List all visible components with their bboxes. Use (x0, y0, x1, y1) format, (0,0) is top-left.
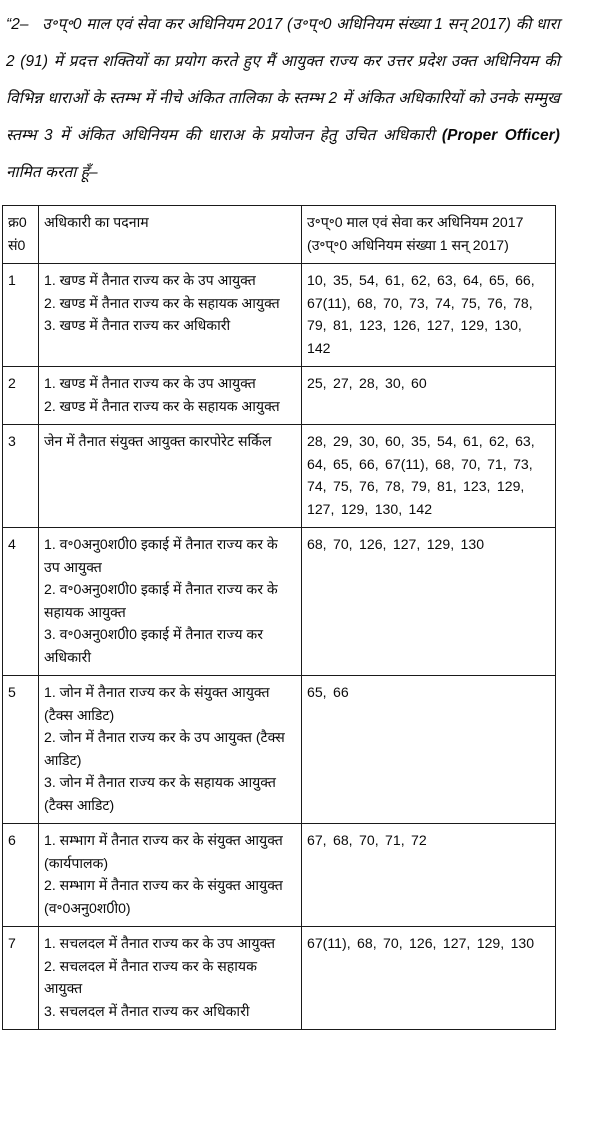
designation-line: 1. जोन में तैनात राज्य कर के संयुक्त आयुक्त (टैक्स आडिट) (44, 684, 270, 723)
row-designation (39, 927, 302, 1030)
designation-line: 1. सम्भाग में तैनात राज्य कर के संयुक्त आयुक्त (कार्यपालक) (44, 832, 283, 871)
designation-line: 1. व॰0अनु0श0ी0 इकाई में तैनात राज्य कर के उप आयुक्त (44, 536, 278, 575)
row-serial-number: 2 (3, 367, 39, 425)
table-row (3, 264, 556, 367)
table-body (3, 264, 556, 1030)
designation-line: 3. व॰0अनु0श0ी0 इकाई में तैनात राज्य कर अधिकारी (44, 626, 264, 665)
table-row (3, 824, 556, 927)
column-header-act: उ॰प्॰0 माल एवं सेवा कर अधिनियम 2017 (उ॰प्॰0 अधिनियम संख्या 1 सन् 2017) (302, 206, 556, 264)
officers-table-wrapper (0, 191, 600, 1030)
column-header-serial-line1: क्र0 (8, 214, 27, 230)
designation-line-list (44, 269, 297, 337)
designation-line-list (44, 430, 297, 453)
preamble-english-term: (Proper Officer) (441, 127, 560, 144)
column-header-serial-line2: सं0 (8, 236, 26, 253)
row-serial-number: 4 (3, 528, 39, 676)
row-designation (39, 676, 302, 824)
table-row (3, 528, 556, 676)
designation-line-list (44, 372, 297, 417)
row-serial-number: 7 (3, 927, 39, 1030)
row-sections: 68, 70, 126, 127, 129, 130 (302, 528, 556, 676)
designation-line: 2. सम्भाग में तैनात राज्य कर के संयुक्त आयुक्त (व॰0अनु0श0ी0) (44, 877, 283, 916)
table-row (3, 425, 556, 528)
row-designation (39, 824, 302, 927)
row-sections: 28, 29, 30, 60, 35, 54, 61, 62, 63, 64, 65, 66, 67(11), 68, 70, 71, 73, 74, 75, 76, 78, 79, 81, 123, 129, 127, 129, 130, 142 (302, 425, 556, 528)
designation-line: 3. खण्ड में तैनात राज्य कर अधिकारी (44, 317, 231, 333)
designation-line: 2. सचलदल में तैनात राज्य कर के सहायक आयुक्त (44, 957, 257, 996)
designation-line: 2. खण्ड में तैनात राज्य कर के सहायक आयुक्त (44, 397, 280, 414)
designation-line: 2. खण्ड में तैनात राज्य कर के सहायक आयुक्त (44, 294, 280, 311)
preamble-paragraph (0, 0, 600, 191)
row-sections: 25, 27, 28, 30, 60 (302, 367, 556, 425)
table-row (3, 927, 556, 1030)
designation-line-list (44, 932, 297, 1022)
row-sections: 65, 66 (302, 676, 556, 824)
designation-line: 1. खण्ड में तैनात राज्य कर के उप आयुक्त (44, 375, 256, 391)
designation-line: जेन में तैनात संयुक्त आयुक्त कारपोरेट सर्किल (44, 433, 272, 449)
column-header-serial (3, 206, 39, 264)
preamble-text-before: उ॰प्॰0 माल एवं सेवा कर अधिनियम 2017 (उ॰प्॰0 अधिनियम संख्या 1 सन् 2017) की धारा 2 (91) में प्रदत्त शक्तियों का प्रयोग करते हुए मैं आयुक्त राज्य कर उत्तर प्रदेश उक्त अधिनियम की विभिन्न धाराओं के स्तम्भ में नीचे अंकित तालिका के स्तम्भ 2 में अंकित अधिकारियों को उनके सम्मुख स्तम्भ 3 में अंकित अधिनियम की धाराअ के प्रयोजन हेतु उचित अधिकारी (6, 16, 560, 144)
designation-line: 3. जोन में तैनात राज्य कर के सहायक आयुक्त (टैक्स आडिट) (44, 774, 276, 813)
preamble-text-after: नामित करता हूँ– (6, 164, 98, 181)
designation-line: 1. सचलदल में तैनात राज्य कर के उप आयुक्त (44, 935, 276, 951)
designation-line: 3. सचलदल में तैनात राज्य कर अधिकारी (44, 1002, 250, 1019)
row-designation (39, 367, 302, 425)
designation-line: 2. जोन में तैनात राज्य कर के उप आयुक्त (टैक्स आडिट) (44, 729, 285, 768)
designation-line-list (44, 533, 297, 668)
table-row (3, 676, 556, 824)
officers-table (2, 205, 556, 1030)
designation-line-list (44, 829, 297, 919)
row-serial-number: 6 (3, 824, 39, 927)
row-sections: 67(11), 68, 70, 126, 127, 129, 130 (302, 927, 556, 1030)
row-designation (39, 264, 302, 367)
preamble-clause-number: “2– (6, 16, 29, 33)
row-serial-number: 1 (3, 264, 39, 367)
row-designation (39, 528, 302, 676)
designation-line-list (44, 681, 297, 816)
table-head (3, 206, 556, 264)
column-header-designation: अधिकारी का पदनाम (39, 206, 302, 264)
row-serial-number: 3 (3, 425, 39, 528)
row-designation (39, 425, 302, 528)
row-sections: 67, 68, 70, 71, 72 (302, 824, 556, 927)
table-header-row (3, 206, 556, 264)
row-serial-number: 5 (3, 676, 39, 824)
designation-line: 1. खण्ड में तैनात राज्य कर के उप आयुक्त (44, 272, 256, 288)
table-row (3, 367, 556, 425)
row-sections: 10, 35, 54, 61, 62, 63, 64, 65, 66, 67(11), 68, 70, 73, 74, 75, 76, 78, 79, 81, 123, 126, 127, 129, 130, 142 (302, 264, 556, 367)
designation-line: 2. व॰0अनु0श0ी0 इकाई में तैनात राज्य कर के सहायक आयुक्त (44, 581, 278, 620)
